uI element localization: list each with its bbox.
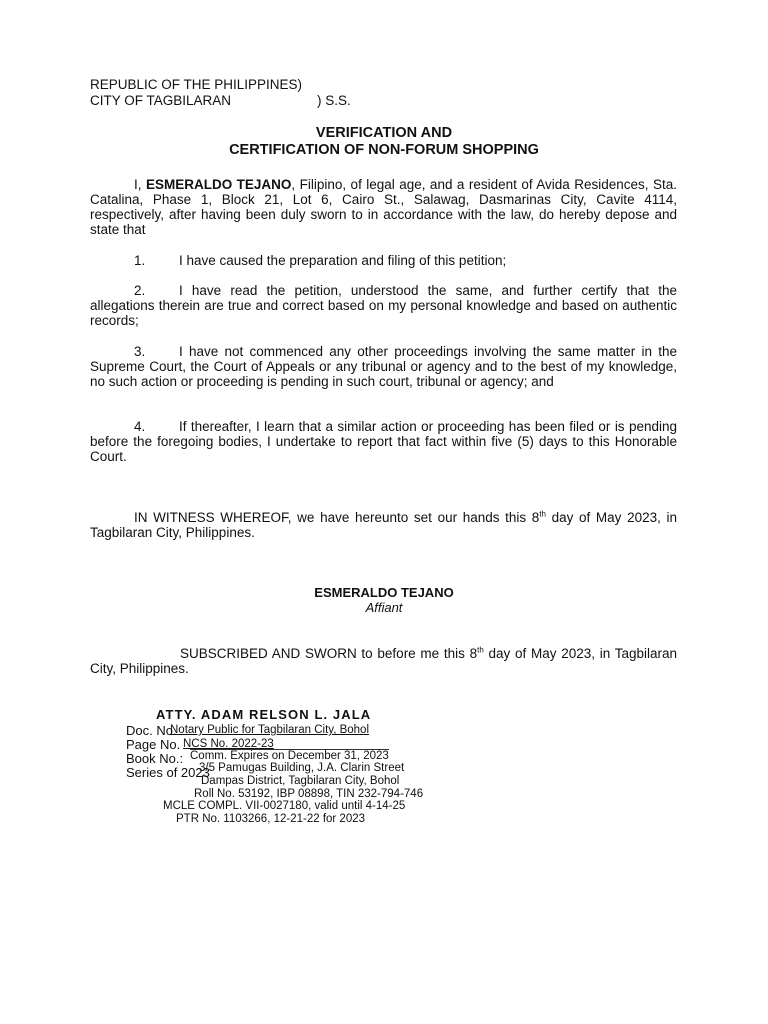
notary-roll-ibp-tin: Roll No. 53192, IBP 08898, TIN 232-794-746 — [194, 788, 424, 800]
document-title-line-2: CERTIFICATION OF NON-FORUM SHOPPING — [229, 142, 539, 158]
intro-prefix: I, — [134, 177, 146, 192]
document-title-line-1: VERIFICATION AND — [315, 125, 453, 141]
notary-name: ATTY. ADAM RELSON L. JALA — [156, 707, 372, 722]
witness-paragraph — [90, 510, 677, 540]
jurat-ordinal: th — [477, 645, 484, 655]
witness-ordinal: th — [539, 509, 546, 519]
jurat-text-a: SUBSCRIBED AND SWORN to before me this 8 — [180, 646, 478, 661]
item-number: 3. — [134, 344, 146, 359]
notary-commission: Notary Public for Tagbilaran City, Bohol — [170, 724, 370, 736]
item-text: I have read the petition, understood the same, and further certify that the allegations therein are true and correct based on my personal knowledge and based on authentic records; — [90, 283, 677, 328]
page-no-label: Page No. — [126, 737, 181, 752]
witness-text-b: day of May 2023, in Tagbilaran City, Philippines. — [90, 510, 678, 540]
item-text: If thereafter, I learn that a similar action or proceeding has been filed or is pending before the foregoing bodies, I undertake to report that fact within five (5) days to this Honorable Court. — [90, 419, 677, 464]
venue-line-2-left: CITY OF TAGBILARAN — [90, 93, 232, 108]
item-4 — [90, 419, 677, 464]
doc-no-label: Doc. No. — [126, 723, 177, 738]
affiant-name-inline: ESMERALDO TEJANO — [145, 177, 292, 192]
witness-text-a: IN WITNESS WHEREOF, we have hereunto set our hands this 8 — [134, 510, 540, 525]
affiant-role: Affiant — [365, 600, 403, 615]
item-text: I have caused the preparation and filing of this petition; — [179, 253, 507, 268]
jurat-paragraph — [90, 646, 677, 676]
venue-line-1: REPUBLIC OF THE PHILIPPINES) — [90, 77, 303, 92]
item-text: I have not commenced any other proceedings involving the same matter in the Supreme Court, the Court of Appeals or any tribunal or agency and to the best of my knowledge, no such action or proceeding is pending in such court, tribunal or agency; and — [90, 344, 677, 389]
venue-line-2-right: ) S.S. — [317, 93, 351, 108]
notary-ptr-no: PTR No. 1103266, 12-21-22 for 2023 — [176, 813, 366, 825]
item-3 — [90, 344, 677, 389]
notary-ncs-no: NCS No. 2022-23 — [183, 738, 274, 750]
notary-commission-expiry: Comm. Expires on December 31, 2023 — [190, 750, 389, 762]
intro-paragraph — [90, 177, 677, 237]
item-1 — [90, 253, 677, 268]
book-no-label: Book No.: — [126, 751, 184, 766]
item-number: 2. — [134, 283, 146, 298]
item-number: 1. — [134, 253, 146, 268]
jurat-text-b: day of May 2023, in Tagbilaran City, Philippines. — [90, 646, 678, 676]
notary-office-district: Dampas District, Tagbilaran City, Bohol — [201, 775, 400, 787]
series-label: Series of 2023 — [126, 765, 210, 780]
intro-text: , Filipino, of legal age, and a resident of Avida Residences, Sta. Catalina, Phase 1, Block 21, Lot 6, Cairo St., Salawag, Dasmarinas City, Cavite 4114, respectively, after having been duly sworn to in accordance with the law, do hereby depose and state that — [90, 177, 677, 237]
notary-office-address: 3/5 Pamugas Building, J.A. Clarin Street — [199, 762, 405, 774]
notary-mcle-compliance: MCLE COMPL. VII-0027180, valid until 4-14-25 — [163, 800, 406, 812]
item-number: 4. — [134, 419, 146, 434]
affiant-name: ESMERALDO TEJANO — [314, 585, 454, 600]
item-2 — [90, 283, 677, 328]
